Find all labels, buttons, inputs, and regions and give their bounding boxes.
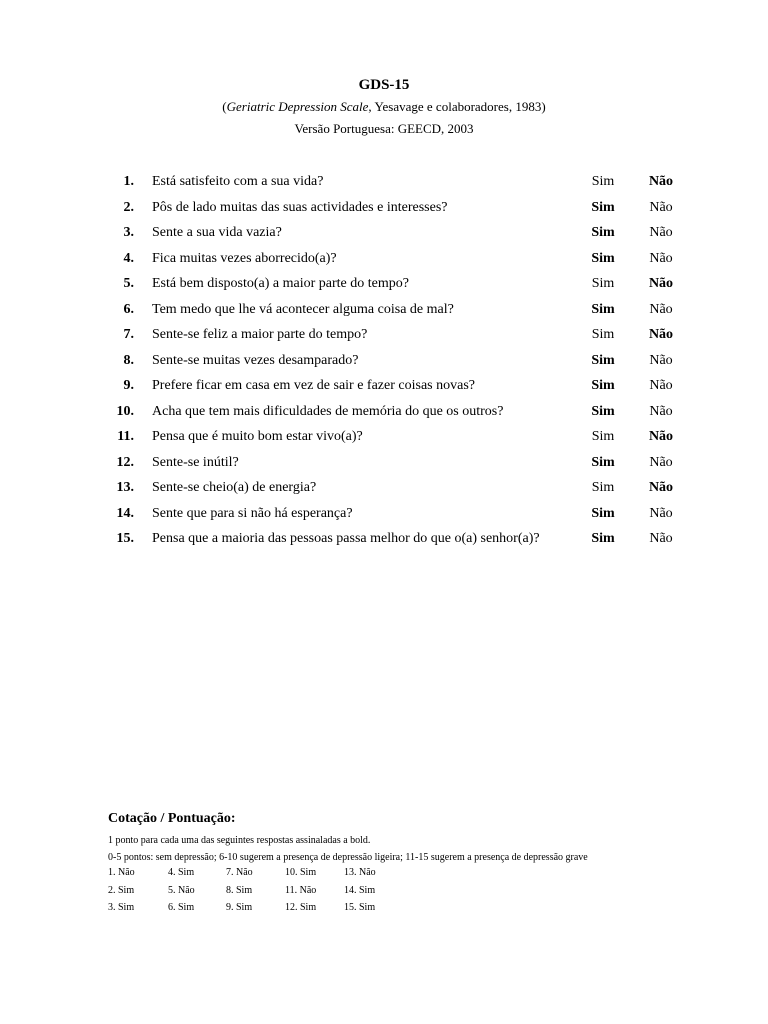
scoring-title: Cotação / Pontuação: [108,811,236,826]
answer-nao[interactable]: Não [649,250,673,266]
answer-sim[interactable]: Sim [591,327,615,342]
question-row [0,300,768,322]
answer-sim[interactable]: Sim [591,378,615,393]
answer-sim[interactable]: Sim [591,250,615,266]
question-text: Tem medo que lhe vá acontecer alguma coisa de mal? [152,301,454,317]
answer-nao[interactable]: Não [648,327,674,342]
answer-sim[interactable]: Sim [591,480,615,495]
question-number: 14. [116,505,134,521]
question-number: 11. [117,429,134,444]
question-number: 6. [123,301,134,317]
answer-nao[interactable]: Não [649,352,673,368]
question-number: 7. [123,327,134,342]
question-number: 12. [116,454,134,470]
question-number: 2. [123,199,134,215]
answer-sim[interactable]: Sim [591,403,615,419]
answer-sim[interactable]: Sim [591,454,615,470]
question-text: Está bem disposto(a) a maior parte do tempo? [152,276,409,291]
question-number: 13. [116,480,134,495]
answer-key-item: 13. Não [344,867,376,878]
question-row [0,274,768,296]
document-version: Versão Portuguesa: GEECD, 2003 [294,121,474,136]
question-row [0,351,768,373]
question-text: Está satisfeito com a sua vida? [152,174,324,189]
question-row [0,402,768,424]
answer-sim[interactable]: Sim [591,276,615,291]
answer-nao[interactable]: Não [649,301,673,317]
answer-key-item: 11. Não [285,884,317,896]
question-row [0,198,768,220]
question-text: Pensa que é muito bom estar vivo(a)? [152,429,363,444]
answer-nao[interactable]: Não [649,225,673,240]
question-number: 9. [123,378,134,393]
question-number: 1. [123,174,134,189]
answer-nao[interactable]: Não [649,403,673,419]
subtitle-scale-name: Geriatric Depression Scale [226,99,369,114]
answer-key-item: 1. Não [108,867,135,878]
answer-key-item: 5. Não [168,884,195,896]
answer-key-item: 9. Sim [226,902,253,913]
question-text: Sente-se cheio(a) de energia? [152,480,317,495]
answer-key-item: 12. Sim [285,902,317,913]
question-number: 8. [123,352,134,368]
question-row [0,504,768,526]
question-text: Acha que tem mais dificuldades de memória do que os outros? [152,403,504,419]
answer-nao[interactable]: Não [649,505,673,521]
question-text: Sente-se inútil? [152,454,239,470]
scoring-interpretation: 0-5 pontos: sem depressão; 6-10 sugerem a presença de depressão ligeira; 11-15 sugerem a presença de depressão grave [108,852,588,863]
question-text: Sente a sua vida vazia? [152,225,282,240]
answer-nao[interactable]: Não [648,429,674,444]
answer-nao[interactable]: Não [648,174,674,189]
question-row [0,172,768,194]
answer-key-item: 6. Sim [168,902,195,913]
question-text: Sente-se feliz a maior parte do tempo? [152,327,368,342]
answer-key-item: 2. Sim [108,884,135,896]
question-number: 4. [123,250,134,266]
question-text: Prefere ficar em casa em vez de sair e fazer coisas novas? [152,378,475,393]
answer-key-row [108,884,508,900]
answer-nao[interactable]: Não [649,199,673,215]
question-text: Pôs de lado muitas das suas actividades e interesses? [152,199,448,215]
subtitle-authors: , Yesavage e colaboradores, 1983) [368,99,546,114]
answer-key-item: 15. Sim [344,902,376,913]
question-text: Sente-se muitas vezes desamparado? [152,352,359,368]
answer-nao[interactable]: Não [649,531,673,546]
answer-key-item: 10. Sim [285,867,317,878]
question-row [0,529,768,551]
answer-key-item: 4. Sim [168,867,195,878]
answer-key-item: 7. Não [226,867,253,878]
answer-sim[interactable]: Sim [591,352,615,368]
question-number: 10. [116,403,134,419]
question-row [0,453,768,475]
question-row [0,478,768,500]
answer-key-item: 8. Sim [226,884,253,896]
question-row [0,223,768,245]
answer-sim[interactable]: Sim [591,429,615,444]
question-number: 5. [123,276,134,291]
answer-sim[interactable]: Sim [591,225,615,240]
answer-nao[interactable]: Não [649,454,673,470]
question-row [0,325,768,347]
answer-key-row [108,901,508,917]
question-text: Pensa que a maioria das pessoas passa melhor do que o(a) senhor(a)? [152,531,540,546]
answer-key-row [108,866,508,882]
answer-sim[interactable]: Sim [591,531,615,546]
scoring-instructions: 1 ponto para cada uma das seguintes respostas assinaladas a bold. [108,835,371,846]
answer-nao[interactable]: Não [648,480,674,495]
question-number: 15. [116,531,134,546]
answer-key-item: 14. Sim [344,884,376,896]
answer-sim[interactable]: Sim [591,174,615,189]
answer-key-item: 3. Sim [108,902,135,913]
answer-nao[interactable]: Não [649,378,673,393]
answer-sim[interactable]: Sim [591,301,615,317]
question-number: 3. [123,225,134,240]
question-row [0,249,768,271]
question-row [0,376,768,398]
answer-sim[interactable]: Sim [591,199,615,215]
answer-nao[interactable]: Não [648,276,674,291]
question-row [0,427,768,449]
subtitle-open: ( [222,99,227,114]
answer-sim[interactable]: Sim [591,505,615,521]
document-subtitle [0,99,768,115]
document-title: GDS-15 [358,77,410,93]
question-text: Fica muitas vezes aborrecido(a)? [152,250,337,266]
question-text: Sente que para si não há esperança? [152,505,353,521]
